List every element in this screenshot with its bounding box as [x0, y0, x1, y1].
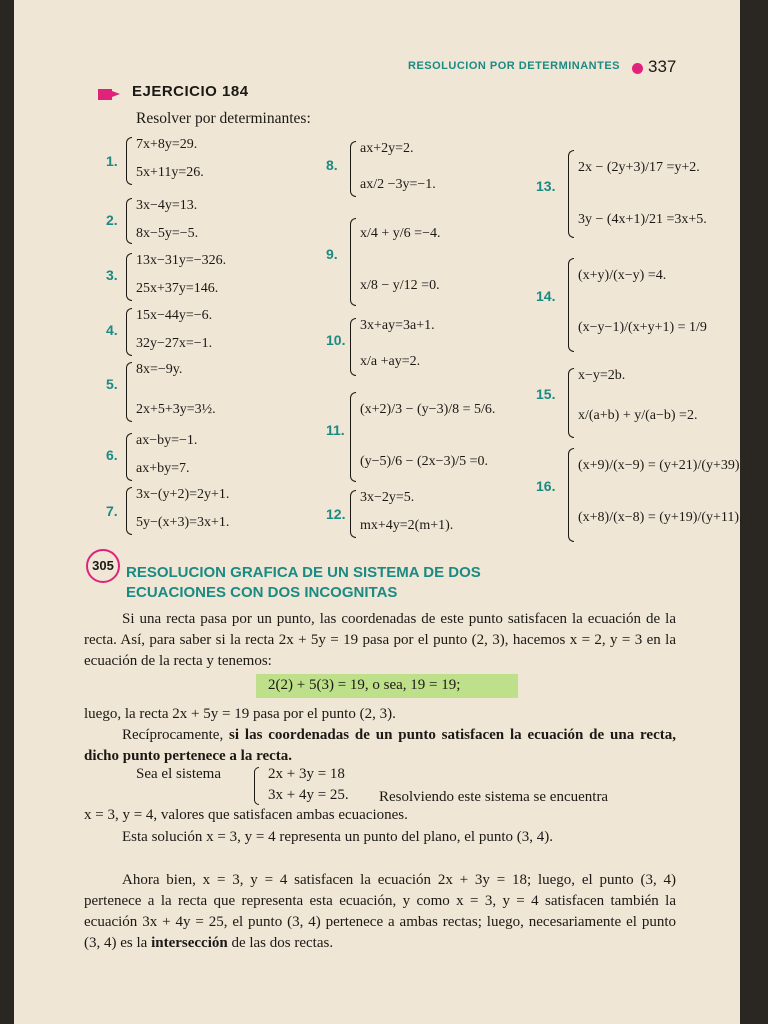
paragraph	[84, 870, 676, 954]
problem-number: 4.	[106, 322, 118, 338]
brace-icon	[126, 198, 132, 244]
equation: (x−y−1)/(x+y+1) = 1/9	[578, 320, 707, 335]
system-equation: 3x + 4y = 25.	[268, 787, 349, 803]
equation: 7x+8y=29.	[136, 137, 198, 152]
brace-icon	[350, 490, 356, 538]
paragraph-text: Resolviendo este sistema se encuentra	[379, 789, 609, 805]
equation: ax+2y=2.	[360, 141, 414, 156]
equation: (x+9)/(x−9) = (y+21)/(y+39)	[578, 458, 740, 473]
brace-icon	[126, 362, 132, 422]
equation: x−y=2b.	[578, 368, 626, 383]
equation: 5y−(x+3)=3x+1.	[136, 515, 230, 530]
problem-number: 8.	[326, 157, 338, 173]
equation: 25x+37y=146.	[136, 281, 219, 296]
section-title	[126, 563, 481, 603]
brace-icon	[568, 258, 574, 352]
brace-icon	[126, 137, 132, 185]
equation: 3x−2y=5.	[360, 490, 415, 505]
brace-icon	[126, 433, 132, 481]
equation: 5x+11y=26.	[136, 165, 204, 180]
brace-icon	[126, 487, 132, 535]
arrow-marker-icon	[98, 89, 112, 100]
problem-number: 5.	[106, 376, 118, 392]
equation: 15x−44y=−6.	[136, 308, 213, 323]
problem-number: 12.	[326, 506, 346, 522]
equation: x/(a+b) + y/(a−b) =2.	[578, 408, 698, 423]
header-dot-icon	[632, 63, 643, 74]
system-intro: Sea el sistema	[136, 766, 221, 782]
brace-icon	[568, 368, 574, 438]
equation: x/a +ay=2.	[360, 354, 421, 369]
paragraph: Esta solución x = 3, y = 4 representa un punto del plano, el punto (3, 4).	[122, 829, 554, 845]
exercise-title: EJERCICIO 184	[132, 83, 249, 100]
equation: 13x−31y=−326.	[136, 253, 227, 268]
equation: 32y−27x=−1.	[136, 336, 213, 351]
problem-number: 2.	[106, 212, 118, 228]
paragraph-text: Recíprocamente,	[122, 727, 230, 743]
brace-icon	[350, 141, 356, 197]
equation: 3x−4y=13.	[136, 198, 198, 213]
problem-number: 1.	[106, 153, 118, 169]
paragraph: Si una recta pasa por un punto, las coordenadas de este punto satisfacen la ecuación de la recta. Así, para saber si la recta 2x + 5y = 19 pasa por el punto (2, 3), hacemos x = 2, y = 3 en la ecuación de la recta y tenemos:	[84, 611, 676, 669]
running-header: RESOLUCION POR DETERMINANTES	[408, 60, 621, 72]
paragraph: luego, la recta 2x + 5y = 19 pasa por el punto (2, 3).	[84, 706, 396, 722]
bold-statement: si las coordenadas de un punto satisfacen la ecuación de una recta, dicho punto pertenece a la recta.	[84, 727, 676, 764]
section-title-line: ECUACIONES CON DOS INCOGNITAS	[126, 584, 398, 601]
paragraph: x = 3, y = 4, valores que satisfacen ambas ecuaciones.	[84, 807, 408, 823]
exercise-instruction: Resolver por determinantes:	[136, 110, 311, 127]
problem-number: 15.	[536, 386, 556, 402]
brace-icon	[350, 218, 356, 306]
equation: 2x+5+3y=3½.	[136, 402, 216, 417]
equation: ax−by=−1.	[136, 433, 198, 448]
equation: 8x=−9y.	[136, 362, 183, 377]
paragraph-text: Ahora bien, x = 3, y = 4 satisfacen la ecuación 2x + 3y = 18; luego, el punto (3, 4) pertenece a la recta que representa esta ecuación, y como x = 3, y = 4 satisfacen también la ecuación 3x + 4y = 25, el punto (3, 4) pertenece a ambas rectas; luego, necesariamente el punto (3, 4) es la	[84, 872, 676, 951]
problem-number: 14.	[536, 288, 556, 304]
equation: (x+8)/(x−8) = (y+19)/(y+11).	[578, 510, 743, 525]
highlighted-equation: 2(2) + 5(3) = 19, o sea, 19 = 19;	[268, 677, 461, 693]
problem-number: 3.	[106, 267, 118, 283]
brace-icon	[568, 448, 574, 542]
page-number: 337	[648, 57, 677, 76]
equation: ax+by=7.	[136, 461, 190, 476]
problem-number: 10.	[326, 332, 346, 348]
brace-icon	[350, 392, 356, 482]
equation: x/8 − y/12 =0.	[360, 278, 440, 293]
equation: ax/2 −3y=−1.	[360, 177, 436, 192]
equation: 3y − (4x+1)/21 =3x+5.	[578, 212, 707, 227]
equation: (y−5)/6 − (2x−3)/5 =0.	[360, 454, 489, 469]
problem-number: 16.	[536, 478, 556, 494]
brace-icon	[126, 308, 132, 356]
equation: x/4 + y/6 =−4.	[360, 226, 441, 241]
problem-number: 7.	[106, 503, 118, 519]
equation: 8x−5y=−5.	[136, 226, 199, 241]
problem-number: 9.	[326, 246, 338, 262]
section-number-badge: 305	[86, 549, 120, 583]
brace-icon	[254, 767, 259, 805]
book-page	[14, 0, 743, 1024]
equation: 2x − (2y+3)/17 =y+2.	[578, 160, 700, 175]
equation: (x+y)/(x−y) =4.	[578, 268, 667, 283]
equation: 3x+ay=3a+1.	[360, 318, 435, 333]
problem-number: 6.	[106, 447, 118, 463]
equation: 3x−(y+2)=2y+1.	[136, 487, 230, 502]
brace-icon	[350, 318, 356, 376]
problem-number: 13.	[536, 178, 556, 194]
equation: mx+4y=2(m+1).	[360, 518, 454, 533]
paragraph-text: de las dos rectas.	[227, 935, 334, 951]
section-title-line: RESOLUCION GRAFICA DE UN SISTEMA DE DOS	[126, 564, 481, 581]
brace-icon	[568, 150, 574, 238]
equation: (x+2)/3 − (y−3)/8 = 5/6.	[360, 402, 496, 417]
paragraph	[84, 725, 676, 767]
brace-icon	[126, 253, 132, 301]
problem-number: 11.	[326, 422, 345, 438]
bold-term: intersección	[151, 935, 228, 951]
system-equation: 2x + 3y = 18	[268, 766, 345, 782]
